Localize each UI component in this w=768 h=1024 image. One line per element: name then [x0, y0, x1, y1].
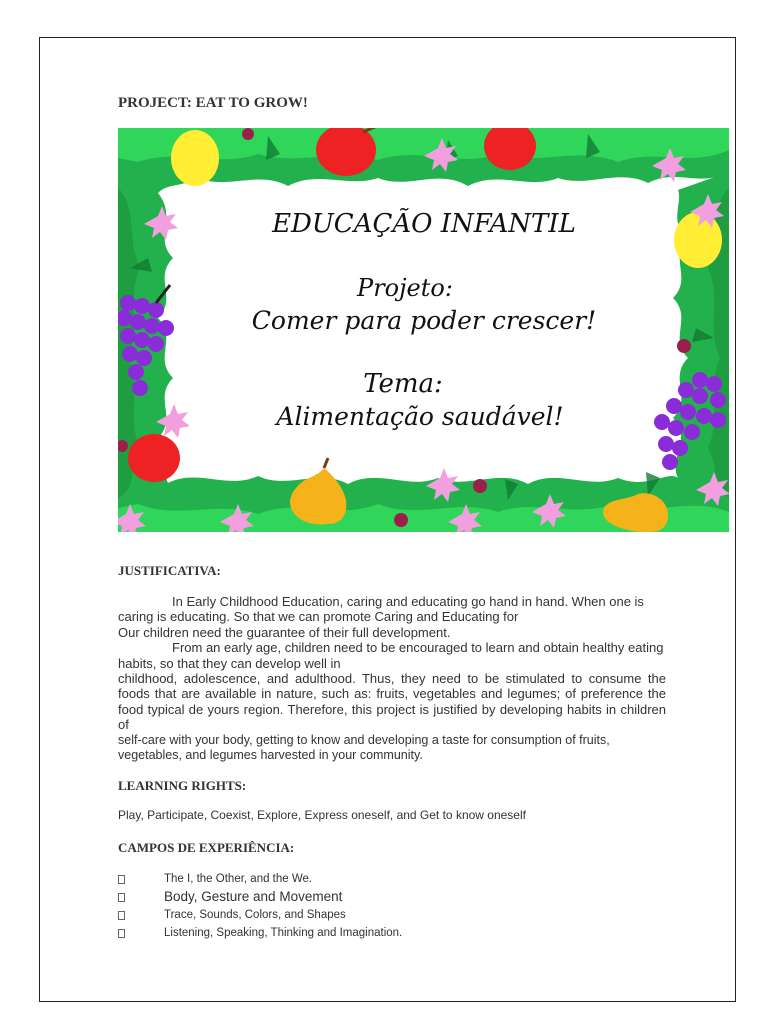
banner-line-4: Tema: — [363, 369, 443, 399]
banner-line-2: Projeto: — [357, 274, 453, 302]
list-item-label: Trace, Sounds, Colors, and Shapes — [164, 909, 346, 921]
learning-rights-heading: LEARNING RIGHTS: — [118, 778, 247, 793]
banner-line-1: EDUCAÇÃO INFANTIL — [272, 209, 576, 239]
list-item-label: Body, Gesture and Movement — [164, 889, 343, 904]
list-item-label: The I, the Other, and the We. — [164, 873, 313, 885]
learning-rights-text: Play, Participate, Coexist, Explore, Express oneself, and Get to know oneself — [118, 808, 526, 822]
campos-list — [118, 870, 402, 942]
list-item — [118, 888, 402, 906]
list-item — [118, 870, 402, 888]
justificativa-paragraph-4: childhood, adolescence, and adulthood. Thus, they need to be stimulated to consume the foods that are available in nature, such as: fruits, vegetables and legumes; of preference the food typical de yours region. Therefore, this project is justified by developing habits in children of — [118, 671, 666, 733]
project-banner-image — [118, 128, 729, 532]
checkbox-glyph-icon — [118, 893, 125, 902]
document-page — [39, 37, 736, 1002]
justificativa-paragraph-2: Our children need the guarantee of their full development. — [118, 624, 451, 640]
list-item — [118, 924, 402, 942]
justificativa-body — [118, 594, 666, 763]
project-title: PROJECT: EAT TO GROW! — [118, 95, 308, 111]
banner-line-5: Alimentação saudável! — [276, 402, 564, 431]
campos-heading: CAMPOS DE EXPERIÊNCIA: — [118, 840, 295, 855]
list-item-label: Listening, Speaking, Thinking and Imagination. — [164, 927, 403, 939]
justificativa-paragraph-1: In Early Childhood Education, caring and educating go hand in hand. When one is caring is educating. So that we can promote Caring and Educating for — [118, 594, 644, 625]
checkbox-glyph-icon — [118, 875, 125, 884]
justificativa-heading: JUSTIFICATIVA: — [118, 563, 221, 578]
checkbox-glyph-icon — [118, 911, 125, 920]
justificativa-paragraph-3: From an early age, children need to be encouraged to learn and obtain healthy eating habits, so that they can develop well in — [118, 640, 664, 671]
list-item — [118, 906, 402, 924]
checkbox-glyph-icon — [118, 929, 125, 938]
banner-line-3: Comer para poder crescer! — [251, 306, 597, 335]
justificativa-paragraph-5: self-care with your body, getting to know and developing a taste for consumption of fruits, vegetables, and legumes harvested in your community. — [118, 732, 610, 763]
